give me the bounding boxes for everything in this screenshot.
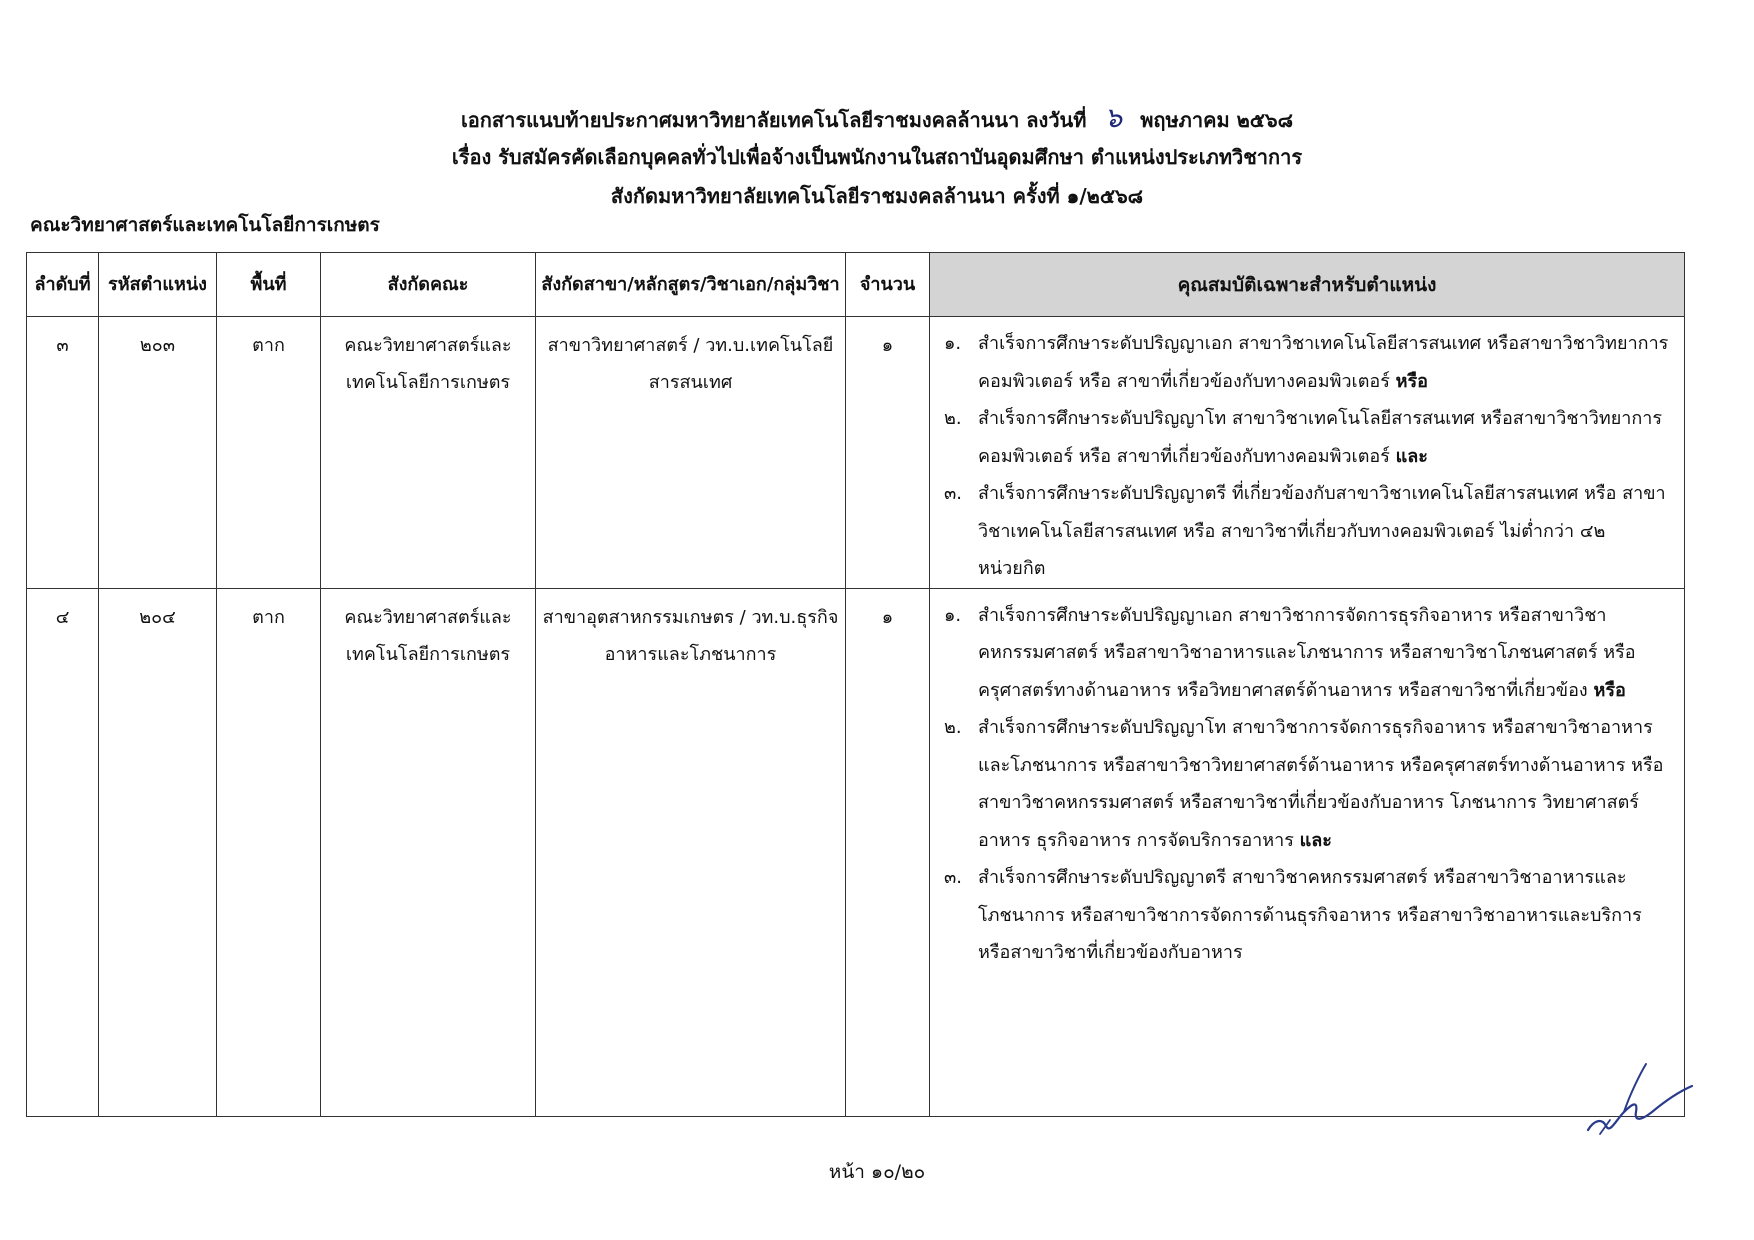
qualification-item bbox=[944, 475, 1678, 588]
cell-branch: สาขาอุตสาหกรรมเกษตร / วท.บ.ธุรกิจอาหารและโภชนาการ bbox=[536, 588, 846, 1116]
qualification-conjunction: และ bbox=[1395, 445, 1428, 467]
qualification-number: ๓. bbox=[944, 867, 963, 888]
cell-qualifications bbox=[930, 317, 1685, 589]
qualification-item bbox=[944, 709, 1678, 859]
table-header-row bbox=[27, 253, 1685, 317]
qualification-text: สำเร็จการศึกษาระดับปริญญาตรี สาขาวิชาคหกรรมศาสตร์ หรือสาขาวิชาอาหารและโภชนาการ หรือสาขาวิชาการจัดการด้านธุรกิจอาหาร หรือสาขาวิชาอาหารและบริการ หรือสาขาวิชาที่เกี่ยวข้องกับอาหาร bbox=[978, 867, 1642, 963]
page-number: หน้า ๑๐/๒๐ bbox=[828, 1161, 926, 1183]
qualification-text: สำเร็จการศึกษาระดับปริญญาตรี ที่เกี่ยวข้องกับสาขาวิชาเทคโนโลยีสารสนเทศ หรือ สาขาวิชาเทคโนโลยีสารสนเทศ หรือ สาขาวิชาที่เกี่ยวกับทางคอมพิวเตอร์ ไม่ต่ำกว่า ๔๒ หน่วยกิต bbox=[978, 483, 1666, 579]
cell-qualifications bbox=[930, 588, 1685, 1116]
cell-count: ๑ bbox=[846, 588, 930, 1116]
cell-faculty: คณะวิทยาศาสตร์และเทคโนโลยีการเกษตร bbox=[321, 317, 536, 589]
positions-table bbox=[26, 252, 1685, 1117]
header-area: พื้นที่ bbox=[217, 253, 321, 317]
qualification-text: สำเร็จการศึกษาระดับปริญญาโท สาขาวิชาเทคโนโลยีสารสนเทศ หรือสาขาวิชาวิทยาการคอมพิวเตอร์ หรือ สาขาที่เกี่ยวข้องกับทางคอมพิวเตอร์ bbox=[978, 408, 1663, 467]
header-qualifications: คุณสมบัติเฉพาะสำหรับตำแหน่ง bbox=[930, 253, 1685, 317]
header-line-3: สังกัดมหาวิทยาลัยเทคโนโลยีราชมงคลล้านนา ครั้งที่ ๑/๒๕๖๘ bbox=[610, 184, 1144, 208]
qualification-number: ๒. bbox=[944, 408, 962, 429]
qualification-conjunction: และ bbox=[1299, 829, 1332, 851]
header-branch: สังกัดสาขา/หลักสูตร/วิชาเอก/กลุ่มวิชา bbox=[536, 253, 846, 317]
qualification-number: ๓. bbox=[944, 483, 963, 504]
cell-branch: สาขาวิทยาศาสตร์ / วท.บ.เทคโนโลยีสารสนเทศ bbox=[536, 317, 846, 589]
header-count: จำนวน bbox=[846, 253, 930, 317]
qualification-number: ๒. bbox=[944, 717, 962, 738]
table-row bbox=[27, 317, 1685, 589]
header-code: รหัสตำแหน่ง bbox=[99, 253, 217, 317]
header-line-2: เรื่อง รับสมัครคัดเลือกบุคคลทั่วไปเพื่อจ้างเป็นพนักงานในสถาบันอุดมศึกษา ตำแหน่งประเภทวิชาการ bbox=[451, 145, 1303, 169]
header-faculty: สังกัดคณะ bbox=[321, 253, 536, 317]
cell-count: ๑ bbox=[846, 317, 930, 589]
faculty-title: คณะวิทยาศาสตร์และเทคโนโลยีการเกษตร bbox=[30, 214, 380, 236]
cell-code: ๒๐๔ bbox=[99, 588, 217, 1116]
header-line-1 bbox=[0, 96, 1754, 140]
cell-seq: ๔ bbox=[27, 588, 99, 1116]
cell-area: ตาก bbox=[217, 317, 321, 589]
header-line-1-date: พฤษภาคม ๒๕๖๘ bbox=[1140, 108, 1294, 132]
table-row bbox=[27, 588, 1685, 1116]
qualification-item bbox=[944, 597, 1678, 710]
cell-area: ตาก bbox=[217, 588, 321, 1116]
qualification-number: ๑. bbox=[944, 333, 962, 354]
qualification-number: ๑. bbox=[944, 604, 962, 626]
qualification-item bbox=[944, 325, 1678, 400]
header-seq: ลำดับที่ bbox=[27, 253, 99, 317]
qualification-item bbox=[944, 859, 1678, 972]
qualification-text: สำเร็จการศึกษาระดับปริญญาเอก สาขาวิชาการจัดการธุรกิจอาหาร หรือสาขาวิชาคหกรรมศาสตร์ หรือสาขาวิชาอาหารและโภชนาการ หรือสาขาวิชาโภชนศาสตร์ หรือครุศาสตร์ทางด้านอาหาร หรือวิทยาศาสตร์ด้านอาหาร หรือสาขาวิชาที่เกี่ยวข้อง bbox=[978, 604, 1636, 701]
cell-faculty: คณะวิทยาศาสตร์และเทคโนโลยีการเกษตร bbox=[321, 588, 536, 1116]
cell-seq: ๓ bbox=[27, 317, 99, 589]
cell-code: ๒๐๓ bbox=[99, 317, 217, 589]
qualification-conjunction: หรือ bbox=[1593, 679, 1626, 701]
qualification-text: สำเร็จการศึกษาระดับปริญญาเอก สาขาวิชาเทคโนโลยีสารสนเทศ หรือสาขาวิชาวิทยาการคอมพิวเตอร์ หรือ สาขาที่เกี่ยวข้องกับทางคอมพิวเตอร์ bbox=[978, 333, 1669, 392]
header-line-1-text: เอกสารแนบท้ายประกาศมหาวิทยาลัยเทคโนโลยีราชมงคลล้านนา ลงวันที่ bbox=[460, 108, 1087, 132]
signature bbox=[1580, 1060, 1700, 1140]
qualification-item bbox=[944, 400, 1678, 475]
header-day-handwritten: ๖ bbox=[1104, 103, 1123, 134]
qualification-conjunction: หรือ bbox=[1395, 370, 1428, 392]
qualification-text: สำเร็จการศึกษาระดับปริญญาโท สาขาวิชาการจัดการธุรกิจอาหาร หรือสาขาวิชาอาหารและโภชนาการ หรือสาขาวิชาวิทยาศาสตร์ด้านอาหาร หรือครุศาสตร์ทางด้านอาหาร หรือสาขาวิชาคหกรรมศาสตร์ หรือสาขาวิชาที่เกี่ยวข้องกับอาหาร โภชนาการ วิทยาศาสตร์อาหาร ธุรกิจอาหาร การจัดบริการอาหาร bbox=[978, 717, 1664, 851]
